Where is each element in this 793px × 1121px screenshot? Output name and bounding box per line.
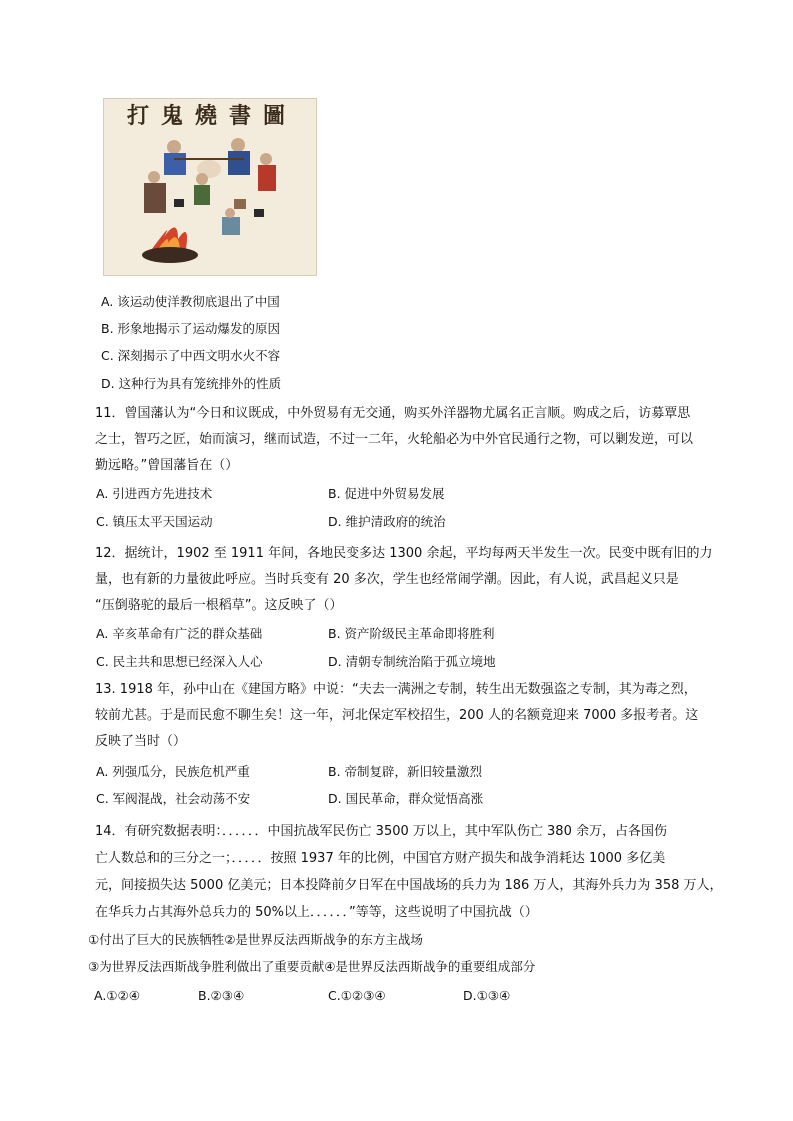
q11-stem-line: 之士，智巧之匠，始而演习，继而试造，不过一二年，火轮船必为中外官民通行之物，可以剿发逆，可以 [95, 432, 694, 447]
q14-option-a[interactable]: A.①②④ [94, 988, 140, 1003]
q14-option-d[interactable]: D.①③④ [463, 988, 511, 1003]
print-side-decoration [299, 129, 313, 269]
print-side-decoration [107, 129, 121, 269]
q10-option-d[interactable]: D. 这种行为具有笼统排外的性质 [101, 376, 282, 391]
q10-option-b[interactable]: B. 形象地揭示了运动爆发的原因 [101, 321, 281, 336]
q13-option-c[interactable]: C. 军阀混战，社会动荡不安 [96, 791, 251, 806]
q12-option-d[interactable]: D. 清朝专制统治陷于孤立境地 [328, 654, 496, 669]
q11-stem-line: 11．曾国藩认为“今日和议既成，中外贸易有无交通，购买外洋器物尤属名正言顺。购成之后，访募覃思 [95, 406, 691, 421]
q14-option-c[interactable]: C.①②③④ [328, 988, 386, 1003]
print-illustration [134, 129, 288, 275]
q12-option-c[interactable]: C. 民主共和思想已经深入人心 [96, 654, 263, 669]
q12-option-a[interactable]: A. 辛亥革命有广泛的群众基础 [96, 626, 263, 641]
q14-statements-line: ③为世界反法西斯战争胜利做出了重要贡献④是世界反法西斯战争的重要组成部分 [88, 959, 536, 974]
q14-stem-line: 亡人数总和的三分之一；．．．．．按照 1937 年的比例，中国官方财产损失和战争消耗达 1000 多亿美 [95, 851, 666, 866]
q14-option-b[interactable]: B.②③④ [198, 988, 245, 1003]
q14-stem-line: 元，间接损失达 5000 亿美元；日本投降前夕日军在中国战场的兵力为 186 万人，其海外兵力为 358 万人， [95, 878, 723, 893]
q14-statements-line: ①付出了巨大的民族牺牲②是世界反法西斯战争的东方主战场 [88, 932, 423, 947]
q13-stem-line: 较前尤甚。于是而民愈不聊生矣！这一年，河北保定军校招生，200 人的名额竟迎来 7000 多报考者。这 [95, 708, 699, 723]
q13-stem-line: 13. 1918 年，孙中山在《建国方略》中说：“夫去一满洲之专制，转生出无数强盗之专制，其为毒之烈， [95, 682, 697, 697]
print-title: 打鬼燒書圖 [126, 103, 297, 129]
q11-option-c[interactable]: C. 镇压太平天国运动 [96, 514, 213, 529]
q11-stem-line: 勤远略。”曾国藩旨在（） [95, 458, 239, 473]
q13-option-b[interactable]: B. 帝制复辟，新旧较量激烈 [328, 764, 483, 779]
print-side-decoration [121, 129, 135, 269]
woodblock-print-image [103, 98, 317, 276]
q10-option-c[interactable]: C. 深刻揭示了中西文明水火不容 [101, 348, 281, 363]
q13-option-d[interactable]: D. 国民革命，群众觉悟高涨 [328, 791, 484, 806]
q11-option-d[interactable]: D. 维护清政府的统治 [328, 514, 446, 529]
q13-option-a[interactable]: A. 列强瓜分，民族危机严重 [96, 764, 250, 779]
q14-stem-line: 在华兵力占其海外总兵力的 50%以上．．．．．．”等等，这些说明了中国抗战（） [95, 905, 538, 920]
q12-stem-line: 12．据统计，1902 至 1911 年间，各地民变多达 1300 余起，平均每两天半发生一次。民变中既有旧的力 [95, 546, 713, 561]
q12-stem-line: 量，也有新的力量彼此呼应。当时兵变有 20 多次，学生也经常闹学潮。因此，有人说，武昌起义只是 [95, 572, 679, 587]
q10-option-a[interactable]: A. 该运动使洋教彻底退出了中国 [101, 294, 280, 309]
q13-stem-line: 反映了当时（） [95, 734, 187, 749]
q12-stem-line: “压倒骆驼的最后一根稻草”。这反映了（） [95, 598, 343, 613]
q11-option-a[interactable]: A. 引进西方先进技术 [96, 486, 213, 501]
q12-option-b[interactable]: B. 资产阶级民主革命即将胜利 [328, 626, 495, 641]
q11-option-b[interactable]: B. 促进中外贸易发展 [328, 486, 445, 501]
q14-stem-line: 14．有研究数据表明：．．．．．．中国抗战军民伤亡 3500 万以上，其中军队伤亡 380 余万，占各国伤 [95, 824, 667, 839]
